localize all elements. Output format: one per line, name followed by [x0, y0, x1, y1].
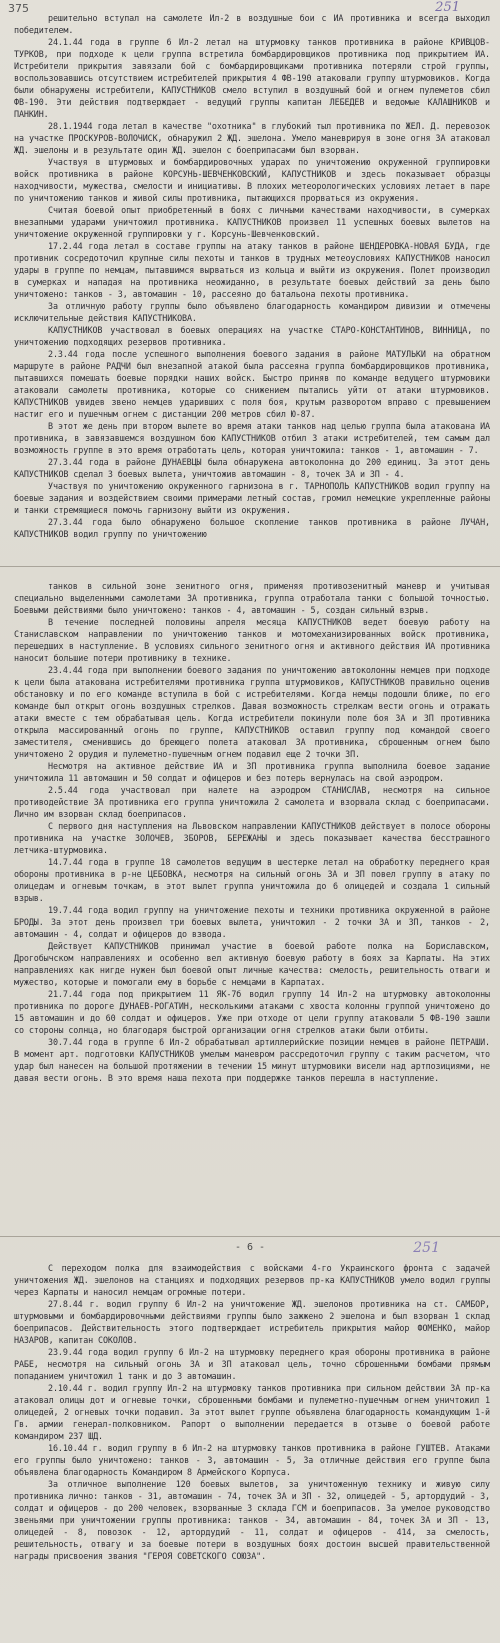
paragraph: 27.8.44 г. водил группу 6 Ил-2 на уничтожение ЖД. эшелонов противника на ст. САМБОР, штурмовыми и бомбардировочными действиями группы было зажжено 2 эшелона и был взорван 1 склад боеприпасов. Действительность этого подтверждает истребитель прикрытия майор ФОМЕНКО, майор НАЗАРОВ, капитан СОКОЛОВ.	[14, 1299, 490, 1345]
paragraph: 23.9.44 года водил группу 6 Ил-2 на штурмовку переднего края обороны противника в районе РАБЕ, несмотря на сильный огонь ЗА и ЗП атаковал цель, точно сброшенными бомбами прямым попаданием уничтожил 1 танк и до 3 автомашин.	[14, 1347, 490, 1381]
paragraph: 23.4.44 года при выполнении боевого задания по уничтожению автоколонны немцев при подходе к цели была атакована истребителями противника группа штурмовиков, КАПУСТНИКОВ правильно оценив обстановку и по его команде вступила в бой с истребителями. Когда немцы подошли ближе, по его команде был открыт огонь воздушных стрелков. Давая возможность стрелкам вести огонь и отражать атаки вместе с тем обрабатывая цель. Когда истребители покинули поле боя ЗА и ЗП противника открыла массированный огонь по группе, КАПУСТНИКОВ оставил группу под командой своего заместителя, сменившись до бреющего полета атаковал ЗА противника, сброшенным огнем было уничтожено 2 орудия и пулеметно-пушечным огнем подавил еще 2 точки ЗП.	[14, 665, 490, 759]
paragraph: За отличную работу группы было объявлено благодарность командиром дивизии и отмечены исключительные действия КАПУСТНИКОВА.	[14, 301, 490, 323]
sheet-page-number: - 6 -	[234, 1242, 266, 1253]
paragraph: 2.10.44 г. водил группу Ил-2 на штурмовку танков противника при сильном действии ЗА пр-ка атаковал олицы дот и огневые точки, сброшенными бомбами и пулеметно-пушечным огнем уничтожил 1 олицедей, 2 огневых точки подавил. За этот вылет группе объявлена благодарность командующим 1-й Гв. армии генерал-полковником. Рапорт о выполнении передается в отзыве о боевой работе командиром 237 ШД.	[14, 1383, 490, 1441]
paragraph: 27.3.44 года было обнаружено большое скопление танков противника в районе ЛУЧАН, КАПУСТНИКОВ водил группу по уничтожению	[14, 517, 490, 539]
paragraph: 2.5.44 года участвовал при налете на аэродром СТАНИСЛАВ, несмотря на сильное противодействие ЗА противника его группа уничтожила 2 самолета и взорвала склад с боеприпасами. Лично им взорван склад боеприпасов.	[14, 785, 490, 819]
paragraph: Участвуя в штурмовых и бомбардировочных ударах по уничтожению окруженной группировки войск противника в районе КОРСУНЬ-ШЕВЧЕНКОВСКИЙ, КАПУСТНИКОВ и здесь показывает образцы находчивости, мужества, смелости и инициативы. В плохих метеорологических условиях летает в паре по уничтожению танков и живой силы противника, пытающихся прорваться из окружения.	[14, 157, 490, 203]
paragraph: 17.2.44 года летал в составе группы на атаку танков в районе ШЕНДЕРОВКА-НОВАЯ БУДА, где противник сосредоточил крупные силы пехоты и танков в трудных метеоусловиях КАПУСТНИКОВ наносил удары в группе по немцам, пытавшимся вырваться из кольца и выйти из окружения. Полет производил в сумерках и нападая на противника неожиданно, в результате боевых действий за день было уничтожено: танков - 3, автомашин - 10, рассеяно до батальона пехоты противника.	[14, 241, 490, 299]
paragraph: 21.7.44 года под прикрытием 11 ЯК-7б водил группу 14 Ил-2 на штурмовку автоколонны противника по дороге ДУНАЕВ-РОГАТИН, несколькими атаками с хвоста колонны группой уничтожено до 15 автомашин и до 60 солдат и офицеров. Уже при отходе от цели группу атаковали 5 ФВ-190 зашли со стороны солнца, но благодаря быстрой организации огня стрелков атаки были отбиты.	[14, 989, 490, 1035]
page-number: 375	[8, 2, 29, 15]
paragraph: С первого дня наступления на Львовском направлении КАПУСТНИКОВ действует в полосе обороны противника на участке ЗОЛОЧЕВ, ЗБОРОВ, БЕРЕЖАНЫ и здесь показывает качества бесстрашного летчика-штурмовика.	[14, 821, 490, 855]
sheet-divider	[0, 1236, 500, 1237]
paragraph: 14.7.44 года в группе 18 самолетов ведущим в шестерке летал на обработку переднего края обороны противника в р-не ЦЕБОВКА, несмотря на сильный огонь ЗА и ЗП повел группу в атаку по олицедам и огневым точкам, в этот вылет группа уничтожила до 6 олицедей и создала 1 сильный взрыв.	[14, 857, 490, 903]
paragraph: 19.7.44 года водил группу на уничтожение пехоты и техники противника окруженной в районе БРОДЫ. За этот день произвел три боевых вылета, уничтожил - 2 точки ЗА и ЗП, танков - 2, автомашин - 4, солдат и офицеров до взвода.	[14, 905, 490, 939]
paragraph: Считая боевой опыт приобретенный в боях с личными качествами находчивости, в сумерках внезапными ударами уничтожил противника. КАПУСТНИКОВ произвел 11 успешных боевых вылетов на уничтожение окруженной группировки у г. Корсунь-Шевченковский.	[14, 205, 490, 239]
sheet-divider	[0, 566, 500, 567]
paragraph: С переходом полка для взаимодействия с войсками 4-го Украинского фронта с задачей уничтожения ЖД. эшелонов на станциях и подходящих резервов пр-ка КАПУСТНИКОВ умело водил группы через Карпаты и наносил немцам огромные потери.	[14, 1263, 490, 1297]
paragraph: Несмотря на активное действие ИА и ЗП противника группа выполнила боевое задание уничтожила 11 автомашин и 50 солдат и офицеров и без потерь вернулась на свой аэродром.	[14, 761, 490, 783]
paragraph: 28.1.1944 года летал в качестве "охотника" в глубокий тыл противника по ЖЕЛ. Д. перевозок на участке ПРОСКУРОВ-ВОЛОЧИСК, обнаружил 2 ЖД. эшелона. Умело маневрируя в зоне огня ЗА атаковал ЖД. эшелоны и в результате один ЖД. эшелон с боеприпасами был взорван.	[14, 121, 490, 155]
archive-stamp: 251	[435, 0, 460, 15]
paragraph: В этот же день при втором вылете во время атаки танков над целью группа была атакована ИА противника, в завязавшемся воздушном бою КАПУСТНИКОВ отбил 3 атаки истребителей, тем самым дал возможность группе в это время отработать цель, которая уничтожила: танков - 1, автомашин - 7.	[14, 421, 490, 455]
paragraph: 30.7.44 года в группе 6 Ил-2 обрабатывал артиллерийские позиции немцев в районе ПЕТРАШИ. В момент арт. подготовки КАПУСТНИКОВ умелым маневром рассредоточил группу с таким расчетом, что удар был нанесен на большой протяжении в течении 15 минут штурмовики висели над артпозициями, не давая вести огонь. В это время наша пехота при поддержке танков перешла в наступление.	[14, 1037, 490, 1083]
paragraph: В течение последней половины апреля месяца КАПУСТНИКОВ ведет боевую работу на Станиславском направлении по уничтожению танков и мотомеханизированных войск противника, перешедших в наступление. В условиях сильного зенитного огня и активного действия ИА противника наносит большие потери противнику в технике.	[14, 617, 490, 663]
paragraph: За отличное выполнение 120 боевых вылетов, за уничтоженную технику и живую силу противника лично: танков - 31, автомашин - 74, точек ЗА и ЗП - 32, олицедей - 5, артордудий - 3, солдат и офицеров - до 200 человек, взорванные 3 склада ГСМ и боеприпасов. За умелое руководство звеньями при уничтожении группы противника: танков - 34, автомашин - 84, точек ЗА и ЗП - 13, олицедей - 8, повозок - 12, артордудий - 11, солдат и офицеров - 414, за смелость, решительность, отвагу и за боевые потери в воздушных боях достоин высшей правительственной награды присвоения звания "ГЕРОЯ СОВЕТСКОГО СОЮЗА".	[14, 1479, 490, 1561]
paragraph: решительно вступал на самолете Ил-2 в воздушные бои с ИА противника и всегда выходил победителем.	[14, 13, 490, 35]
paragraph: 2.3.44 года после успешного выполнения боевого задания в районе МАТУЛЬКИ на обратном маршруте в районе РАДЧИ был внезапной атакой была рассеяна группа бомбардировщиков противника, пытавшихся помешать боевые порядки наших войск. Быстро приняв по команде ведущего штурмовики атаковали самолеты противника, которые со снижением пытались уйти от атаки штурмовиков. КАПУСТНИКОВ увидев звено немцев ударивших с поля боя, крутым разворотом вправо с превышением настиг его и пушечным огнем с дистанции 200 метров сбил Ю-87.	[14, 349, 490, 419]
sheet-middle	[14, 580, 490, 1228]
paragraph: Действует КАПУСТНИКОВ принимал участие в боевой работе полка на Бориславском, Дрогобычском направлениях и особенно вел активную боевую работу в боях за Карпаты. На этих направлениях как нигде нужен был боевой опыт личные качества: смелость, решительность отваги и мужество, которые и помогали ему в борьбе с немцами в Карпатах.	[14, 941, 490, 987]
paragraph: 24.1.44 года в группе 6 Ил-2 летал на штурмовку танков противника в районе КРИВЦОВ-ТУРКОВ, при подходе к цели группа встретила бомбардировщиков противника под прикрытием ИА. Истребители прикрытия завязали бой с бомбардировщиками противника потеряли строй группы, воспользовавшись отсутствием истребителей прикрытия 4 ФВ-190 атаковали группу штурмовиков. Когда были обнаружены истребители, КАПУСТНИКОВ смело вступил в воздушный бой и огнем пулеметов сбил ФВ-190. Эти действия подтверждает - ведущий группы капитан ЛЕБЕДЕВ и ведомые КАЛАШНИКОВ и ПАНКИН.	[14, 37, 490, 119]
sheet-top	[14, 12, 490, 552]
sheet-bottom	[14, 1262, 490, 1642]
paragraph: 16.10.44 г. водил группу в 6 Ил-2 на штурмовку танков противника в районе ГУШТЕВ. Атаками его группы было уничтожено: танков - 3, автомашин - 5, За отличные действия его группе была объявлена благодарность Командиром 8 Армейского Корпуса.	[14, 1443, 490, 1477]
paragraph: танков в сильной зоне зенитного огня, применяя противозенитный маневр и учитывая специально выделенными самолетами ЗА противника, группа отработала танки с большой точностью. Боевыми действиями было уничтожено: танков - 4, автомашин - 5, создан сильный взрыв.	[14, 581, 490, 615]
paragraph: 27.3.44 года в районе ДУНАЕВЦЫ была обнаружена автоколонна до 200 единиц. За этот день КАПУСТНИКОВ сделал 3 боевых вылета, уничтожив автомашин - 8, точек ЗА и ЗП - 4.	[14, 457, 490, 479]
paragraph: КАПУСТНИКОВ участвовал в боевых операциях на участке СТАРО-КОНСТАНТИНОВ, ВИННИЦА, по уничтожению подходящих резервов противника.	[14, 325, 490, 347]
ink-annotation: 251	[413, 1240, 440, 1256]
paragraph: Участвуя по уничтожению окруженного гарнизона в г. ТАРНОПОЛЬ КАПУСТНИКОВ водил группу на боевые задания и воздействием своими примерами летный состав, громил немецкие укрепленные районы и танки стремящиеся помочь гарнизону выйти из окружения.	[14, 481, 490, 515]
